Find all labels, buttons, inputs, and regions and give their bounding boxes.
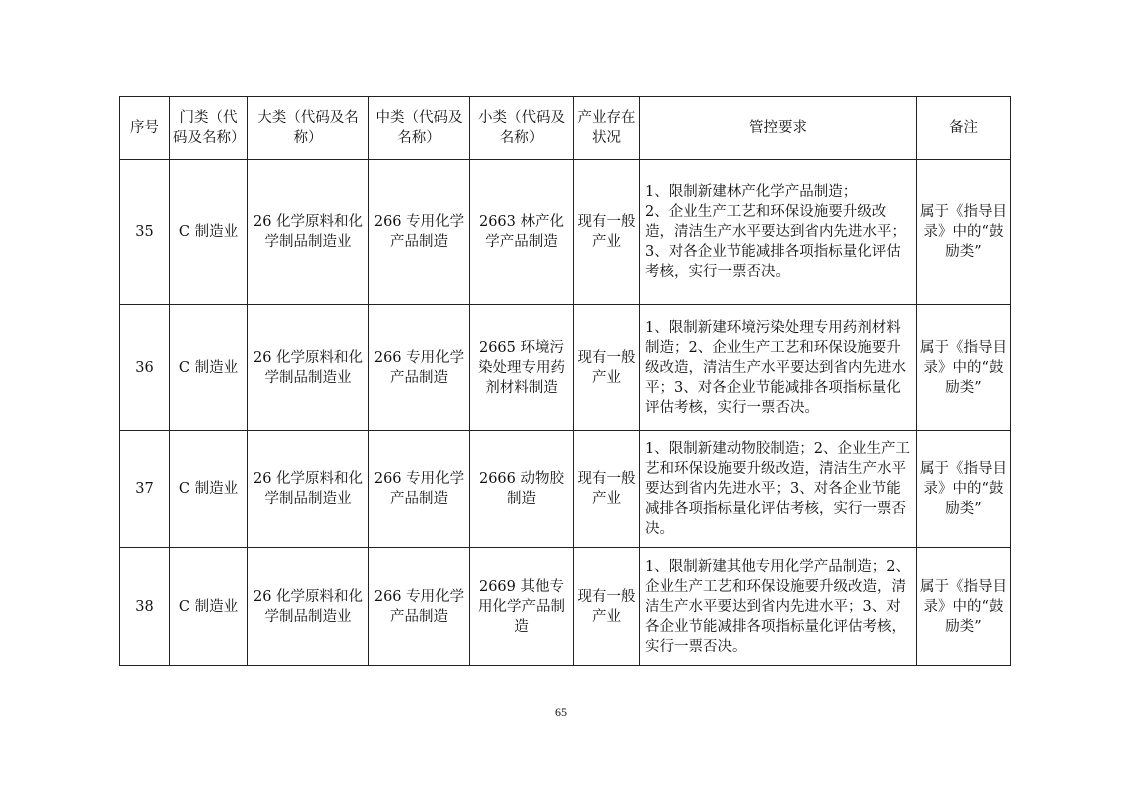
requirement-line: 1、限制新建环境污染处理专用药剂材料制造；2、企业生产工艺和环保设施要升级改造，清洁生产水平要达到省内先进水平；3、对各企业节能减排各项指标量化评估考核，实行一票否决。 xyxy=(645,319,906,416)
row-status: 现有一般产业 xyxy=(574,305,640,431)
row-middle: 266 专用化学产品制造 xyxy=(369,431,470,548)
row-requirements xyxy=(640,548,917,666)
row-note: 属于《指导目录》中的“鼓励类” xyxy=(917,160,1011,305)
row-status: 现有一般产业 xyxy=(574,431,640,548)
row-major: 26 化学原料和化学制品制造业 xyxy=(248,431,369,548)
row-note: 属于《指导目录》中的“鼓励类” xyxy=(917,305,1011,431)
row-minor: 2665 环境污染处理专用药剂材料制造 xyxy=(470,305,574,431)
header-requirements: 管控要求 xyxy=(640,97,917,160)
requirement-line: 1、限制新建动物胶制造；2、企业生产工艺和环保设施要升级改造，清洁生产水平要达到省内先进水平；3、对各企业节能减排各项指标量化评估考核，实行一票否决。 xyxy=(645,441,910,537)
header-middle: 中类（代码及名称） xyxy=(369,97,470,160)
row-middle: 266 专用化学产品制造 xyxy=(369,160,470,305)
table-row xyxy=(120,431,1011,548)
industry-control-table xyxy=(119,96,1011,666)
requirement-line: 1、限制新建其他专用化学产品制造；2、企业生产工艺和环保设施要升级改造，清洁生产水平要达到省内先进水平；3、对各企业节能减排各项指标量化评估考核，实行一票否决。 xyxy=(645,558,910,655)
requirement-line: 3、对各企业节能减排各项指标量化评估考核，实行一票否决。 xyxy=(645,244,901,280)
row-requirements xyxy=(640,160,917,305)
row-middle: 266 专用化学产品制造 xyxy=(369,548,470,666)
page-number: 65 xyxy=(555,705,567,719)
row-door: C 制造业 xyxy=(170,548,248,666)
requirement-line: 2、企业生产工艺和环保设施要升级改造，清洁生产水平要达到省内先进水平； xyxy=(645,204,906,240)
table-row xyxy=(120,305,1011,431)
header-door: 门类（代码及名称） xyxy=(170,97,248,160)
row-note: 属于《指导目录》中的“鼓励类” xyxy=(917,431,1011,548)
row-status: 现有一般产业 xyxy=(574,160,640,305)
row-no: 37 xyxy=(120,431,170,548)
row-no: 35 xyxy=(120,160,170,305)
header-status: 产业存在状况 xyxy=(574,97,640,160)
row-no: 38 xyxy=(120,548,170,666)
row-major: 26 化学原料和化学制品制造业 xyxy=(248,160,369,305)
row-minor: 2669 其他专用化学产品制造 xyxy=(470,548,574,666)
row-note: 属于《指导目录》中的“鼓励类” xyxy=(917,548,1011,666)
header-row xyxy=(120,97,1011,160)
row-door: C 制造业 xyxy=(170,160,248,305)
header-note: 备注 xyxy=(917,97,1011,160)
header-major: 大类（代码及名称） xyxy=(248,97,369,160)
table-body xyxy=(120,160,1011,666)
table-row xyxy=(120,548,1011,666)
row-middle: 266 专用化学产品制造 xyxy=(369,305,470,431)
row-minor: 2666 动物胶制造 xyxy=(470,431,574,548)
table-row xyxy=(120,160,1011,305)
row-minor: 2663 林产化学产品制造 xyxy=(470,160,574,305)
row-major: 26 化学原料和化学制品制造业 xyxy=(248,548,369,666)
header-no: 序号 xyxy=(120,97,170,160)
header-minor: 小类（代码及名称） xyxy=(470,97,574,160)
row-requirements xyxy=(640,305,917,431)
row-door: C 制造业 xyxy=(170,431,248,548)
row-major: 26 化学原料和化学制品制造业 xyxy=(248,305,369,431)
requirement-line: 1、限制新建林产化学产品制造； xyxy=(645,184,858,200)
row-status: 现有一般产业 xyxy=(574,548,640,666)
row-no: 36 xyxy=(120,305,170,431)
row-requirements xyxy=(640,431,917,548)
row-door: C 制造业 xyxy=(170,305,248,431)
table-header xyxy=(120,97,1011,160)
